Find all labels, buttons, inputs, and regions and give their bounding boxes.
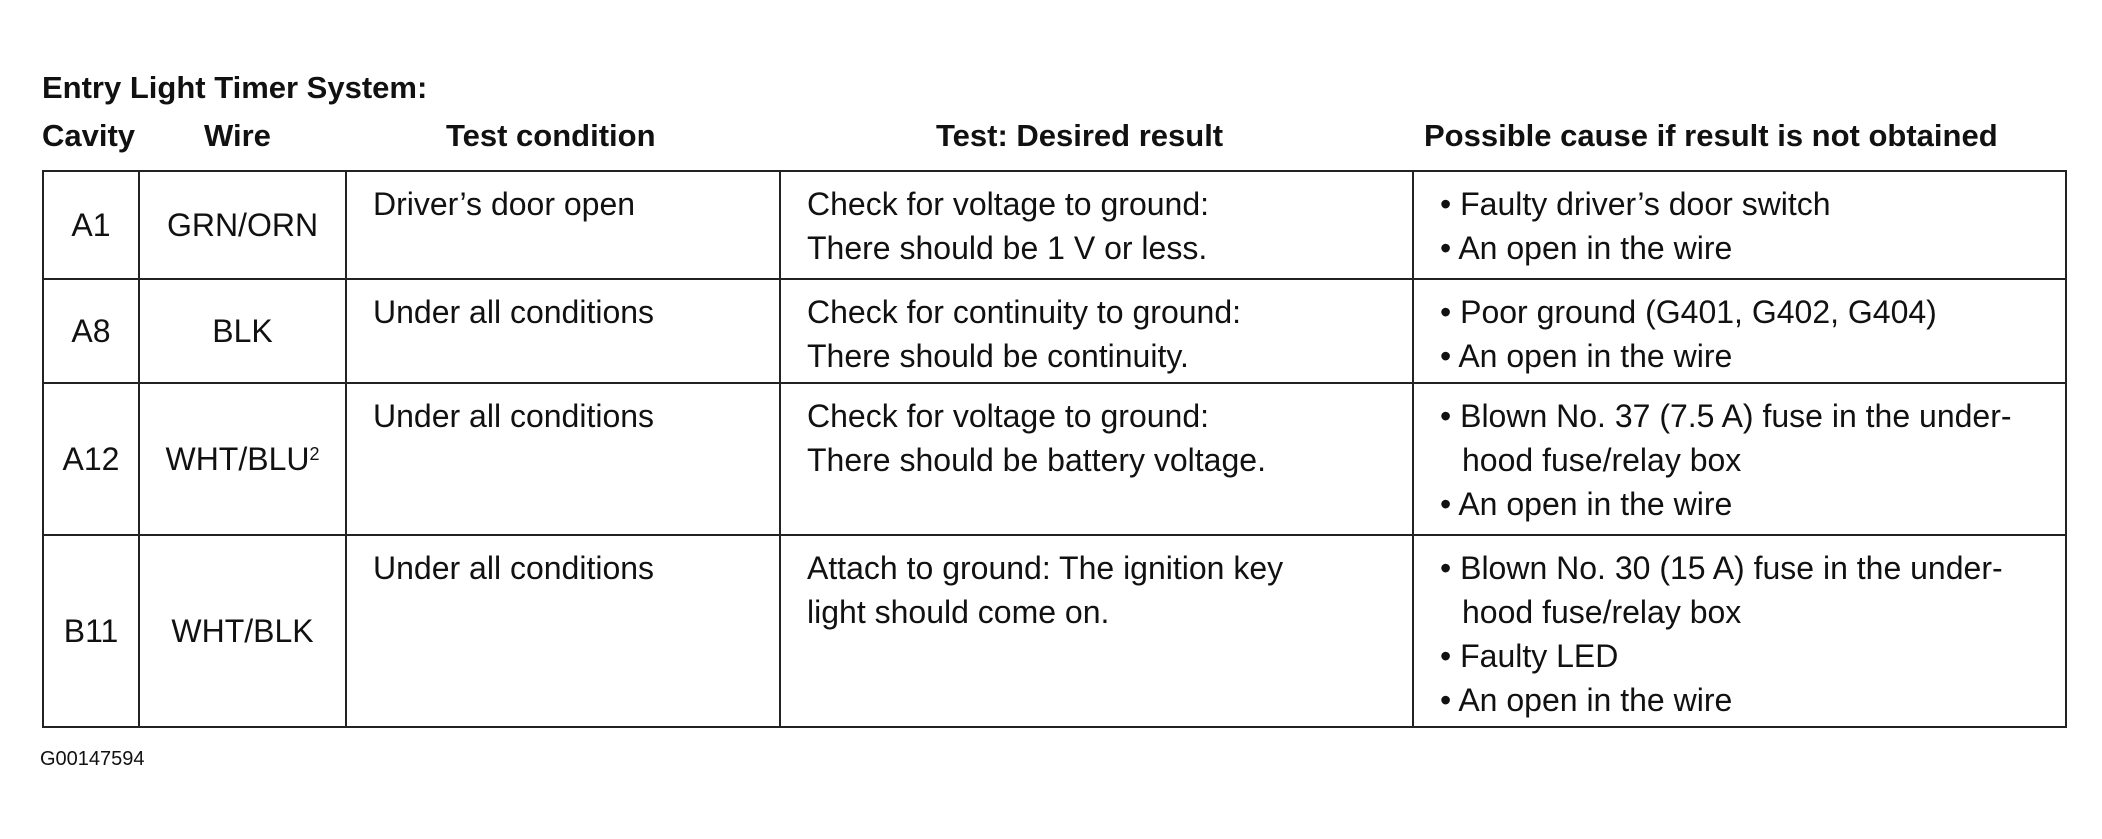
result-line: Check for voltage to ground: [807, 398, 1210, 434]
desired-result-cell [780, 383, 1413, 535]
cavity-cell: A8 [43, 279, 139, 383]
table-row [43, 383, 2066, 535]
table-row [43, 535, 2066, 727]
test-condition-cell: Driver’s door open [346, 171, 780, 279]
table-title: Entry Light Timer System: [42, 70, 428, 105]
cavity-cell: A12 [43, 383, 139, 535]
cause-item: • An open in the wire [1440, 486, 1733, 522]
cause-item: • An open in the wire [1440, 338, 1733, 374]
possible-cause-cell [1413, 279, 2066, 383]
cause-item: • Poor ground (G401, G402, G404) [1440, 294, 1937, 330]
header-desired-result: Test: Desired result [936, 118, 1224, 153]
wire-cell [139, 171, 346, 279]
cavity-cell: B11 [43, 535, 139, 727]
possible-cause-cell [1413, 383, 2066, 535]
cavity-cell: A1 [43, 171, 139, 279]
wire-color: WHT/BLK [171, 613, 314, 649]
cause-item: • Faulty driver’s door switch [1440, 186, 1831, 222]
cause-item: • Blown No. 37 (7.5 A) fuse in the under-hood fuse/relay box [1440, 398, 2012, 478]
wire-cell [139, 279, 346, 383]
desired-result-cell [780, 279, 1413, 383]
result-line: Attach to ground: The ignition key [807, 550, 1284, 586]
test-condition-cell: Under all conditions [346, 279, 780, 383]
result-line: Check for continuity to ground: [807, 294, 1242, 330]
wire-color: BLK [212, 313, 273, 349]
desired-result-cell [780, 535, 1413, 727]
wire-color: WHT/BLU [165, 441, 310, 477]
result-line: There should be 1 V or less. [807, 230, 1208, 266]
cause-item: • An open in the wire [1440, 682, 1733, 718]
result-line: There should be battery voltage. [807, 442, 1266, 478]
result-line: There should be continuity. [807, 338, 1189, 374]
cause-item: • An open in the wire [1440, 230, 1733, 266]
test-condition-cell: Under all conditions [346, 383, 780, 535]
header-cavity: Cavity [42, 118, 136, 153]
cause-item: • Blown No. 30 (15 A) fuse in the under-hood fuse/relay box [1440, 550, 2003, 630]
table-row [43, 279, 2066, 383]
test-condition-cell: Under all conditions [346, 535, 780, 727]
figure-id: G00147594 [40, 748, 145, 770]
wire-cell [139, 383, 346, 535]
wire-cell [139, 535, 346, 727]
wire-footnote: 2 [309, 444, 320, 464]
header-wire: Wire [204, 118, 271, 153]
wire-color: GRN/ORN [166, 207, 319, 243]
possible-cause-cell [1413, 535, 2066, 727]
table-row [43, 171, 2066, 279]
header-test-condition: Test condition [446, 118, 656, 153]
desired-result-cell [780, 171, 1413, 279]
result-line: light should come on. [807, 594, 1110, 630]
possible-cause-cell [1413, 171, 2066, 279]
entry-light-timer-table [42, 170, 2067, 728]
cause-item: • Faulty LED [1440, 638, 1619, 674]
header-possible-cause: Possible cause if result is not obtained [1424, 118, 1998, 153]
result-line: Check for voltage to ground: [807, 186, 1210, 222]
